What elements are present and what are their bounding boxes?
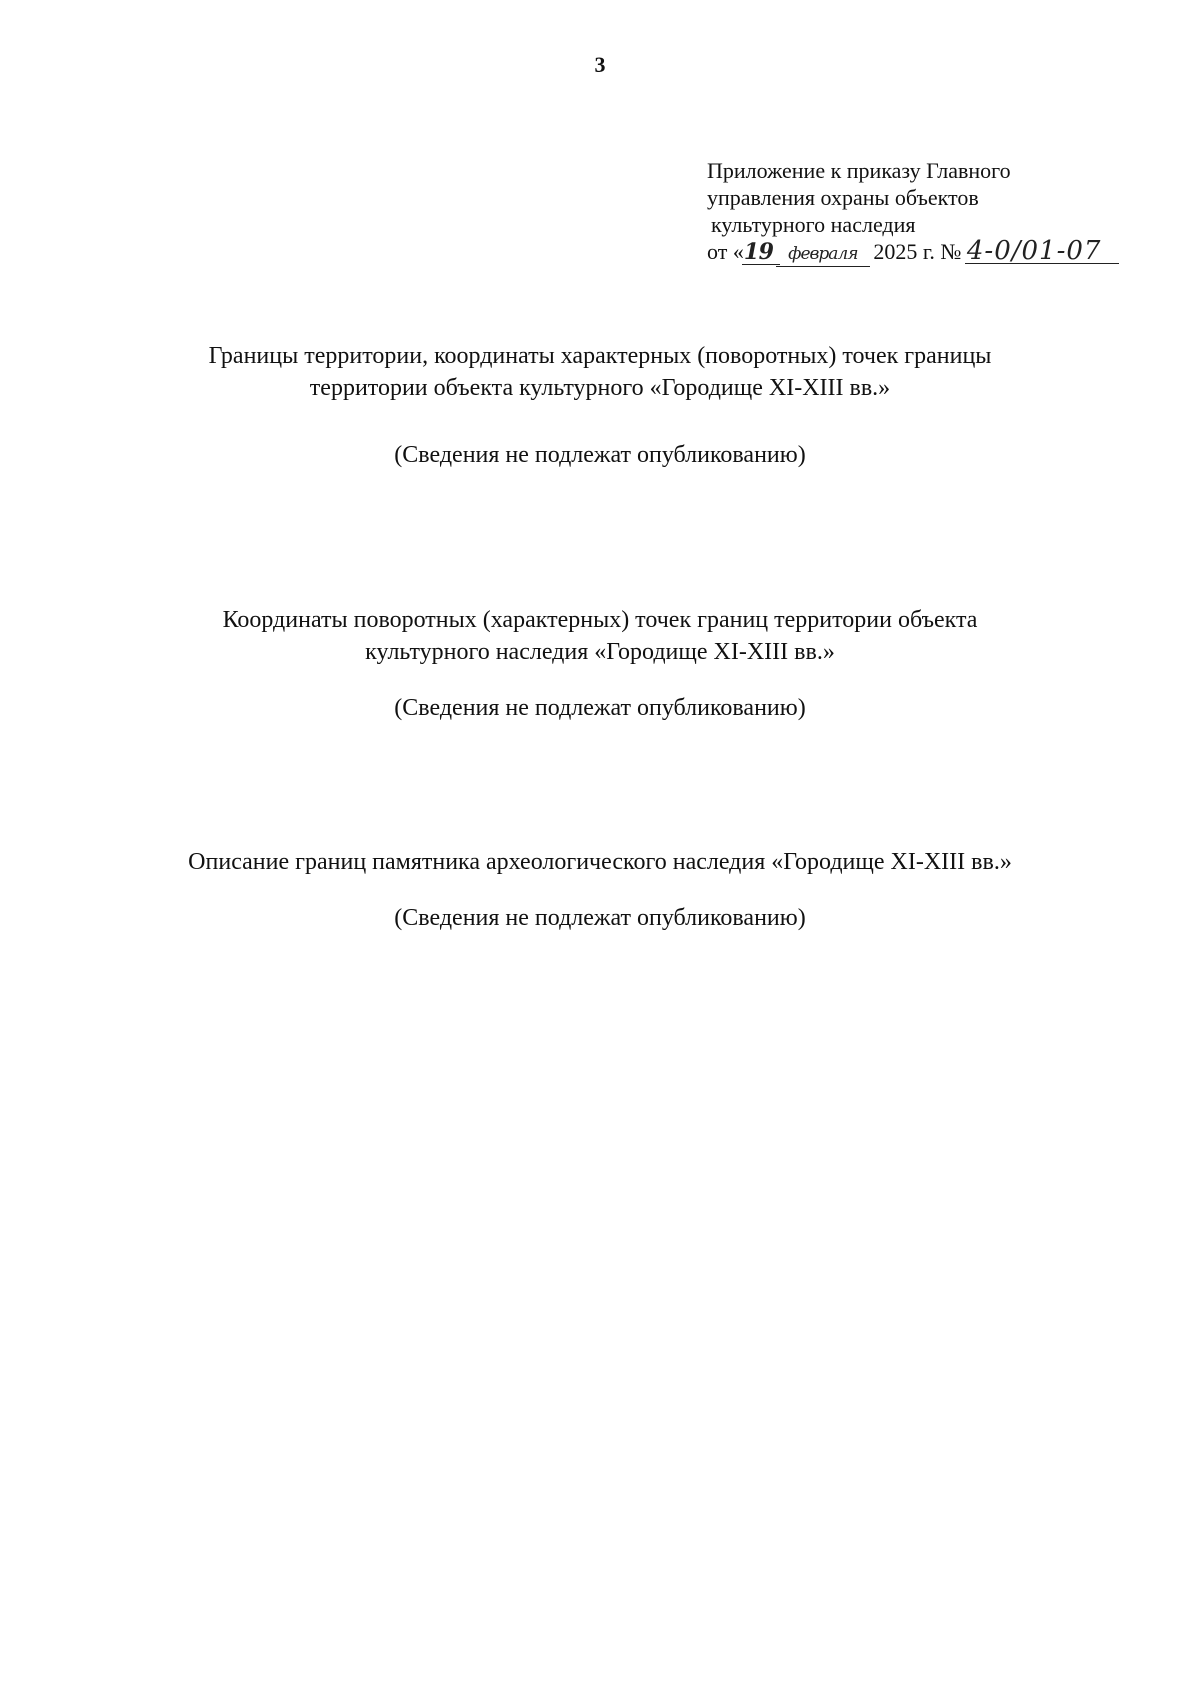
section-heading-line: Описание границ памятника археологического наследия «Городище XI-XIII вв.» (188, 849, 1012, 875)
appendix-date-line (707, 238, 1177, 268)
month-underline (776, 266, 870, 267)
handwritten-month-text: февраля (788, 244, 858, 264)
section-note: (Сведения не подлежат опубликованию) (394, 442, 806, 468)
section-heading-line: Координаты поворотных (характерных) точек границ территории объекта (222, 607, 978, 633)
section-note: (Сведения не подлежат опубликованию) (394, 905, 806, 931)
appendix-line-1: Приложение к приказу Главного (707, 158, 1011, 183)
date-year: 2025 г. № (873, 239, 962, 264)
date-prefix: от « (707, 239, 744, 264)
handwritten-month (778, 241, 868, 268)
order-number-underline (965, 263, 1119, 264)
section-heading-line: территории объекта культурного «Городище XI-XIII вв.» (309, 375, 891, 401)
appendix-header (707, 157, 1177, 268)
handwritten-day-text: 19 (743, 239, 774, 265)
handwritten-day (744, 239, 778, 266)
section-boundary-coordinates (120, 604, 1080, 724)
section-heading-line: Границы территории, координаты характерных (поворотных) точек границы (208, 343, 992, 369)
appendix-line-2: управления охраны объектов (707, 185, 979, 210)
section-monument-boundary-description (90, 846, 1110, 934)
handwritten-order-number-text: 4-0/01-07 (966, 236, 1102, 266)
appendix-line-3: культурного наследия (711, 212, 916, 237)
section-heading-line: культурного наследия «Городище XI-XIII вв.» (365, 639, 835, 665)
day-underline (742, 264, 780, 265)
page-number: 3 (594, 52, 606, 77)
section-territory-boundaries (120, 340, 1080, 471)
section-note: (Сведения не подлежат опубликованию) (394, 695, 806, 721)
handwritten-order-number (967, 238, 1117, 265)
